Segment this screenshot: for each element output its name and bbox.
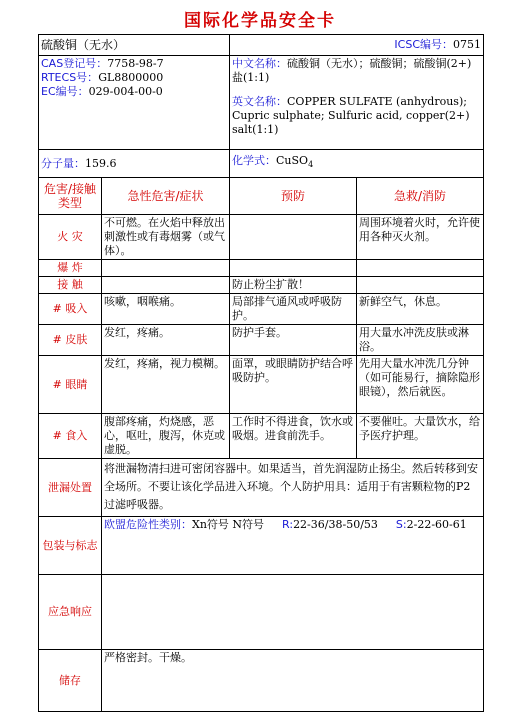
row-explosion: 爆 炸 <box>39 260 484 277</box>
row-storage: 储存 严格密封。干燥。 <box>39 650 484 712</box>
row-spill: 泄漏处置 将泄漏物清扫进可密闭容器中。如果适当，首先润湿防止扬尘。然后转移到安全场所。不要让该化学品进入环境。个人防护用具：适用于有害颗粒物的P2过滤呼吸器。 <box>39 459 484 517</box>
col-header-prevention: 预防 <box>230 178 357 215</box>
row-skin: # 皮肤 发红，疼痛。 防护手套。 用大量水冲洗皮肤或淋浴。 <box>39 325 484 356</box>
row-inhalation: # 吸入 咳嗽，咽喉痛。 局部排气通风或呼吸防护。 新鲜空气，休息。 <box>39 294 484 325</box>
row-packaging: 包装与标志 欧盟危险性类别：Xn符号 N符号 R:22-36/38-50/53 S:2-22-60-61 <box>39 517 484 575</box>
column-header-row <box>39 178 484 215</box>
cas-number: CAS登记号：7758-98-7 <box>41 57 164 70</box>
chemical-names <box>230 56 484 150</box>
chemical-formula: 化学式：CuSO$_4$ <box>230 150 484 178</box>
col-header-type: 危害/接触类型 <box>39 178 102 215</box>
icsc-label: ICSC编号： <box>394 38 454 51</box>
packaging-info: 欧盟危险性类别：Xn符号 N符号 R:22-36/38-50/53 S:2-22-60-61 <box>102 517 484 575</box>
row-eyes: # 眼睛 发红，疼痛，视力模糊。 面罩，或眼睛防护结合呼吸防护。 先用大量水冲洗几分钟（如可能易行，摘除隐形眼镜），然后就医。 <box>39 356 484 414</box>
row-contact: 接 触 防止粉尘扩散！ <box>39 277 484 294</box>
row-ingestion: # 食入 腹部疼痛，灼烧感，恶心，呕吐，腹泻，休克或虚脱。 工作时不得进食，饮水或吸烟。进食前洗手。 不要催吐。大量饮水，给予医疗护理。 <box>39 414 484 459</box>
formula-row <box>39 150 484 178</box>
row-fire: 火 灾 不可燃。在火焰中释放出刺激性或有毒烟雾（或气体）。 周围环境着火时，允许使用各种灭火剂。 <box>39 215 484 260</box>
icsc-number <box>230 35 484 56</box>
icsc-value: 0751 <box>453 38 482 51</box>
col-header-first-aid: 急救/消防 <box>357 178 484 215</box>
chemical-name: 硫酸铜（无水） <box>39 35 230 56</box>
ids-row <box>39 56 484 150</box>
header-row <box>39 35 484 56</box>
row-emergency: 应急响应 <box>39 575 484 650</box>
registry-ids <box>39 56 230 150</box>
english-name: 英文名称：COPPER SULFATE (anhydrous); Cupric sulphate; Sulfuric acid, copper(2+) salt(1:1) <box>232 95 470 136</box>
chinese-name: 中文名称：硫酸铜（无水）；硫酸铜；硫酸铜(2+)盐(1:1) <box>232 57 472 84</box>
rtecs-number: RTECS号：GL8800000 <box>41 71 164 84</box>
safety-card-table <box>38 34 484 712</box>
page-title: 国际化学品安全卡 <box>184 11 336 31</box>
col-header-symptoms: 急性危害/症状 <box>102 178 230 215</box>
ec-number: EC编号：029-004-00-0 <box>41 85 163 98</box>
molecular-weight: 分子量：159.6 <box>39 150 230 178</box>
